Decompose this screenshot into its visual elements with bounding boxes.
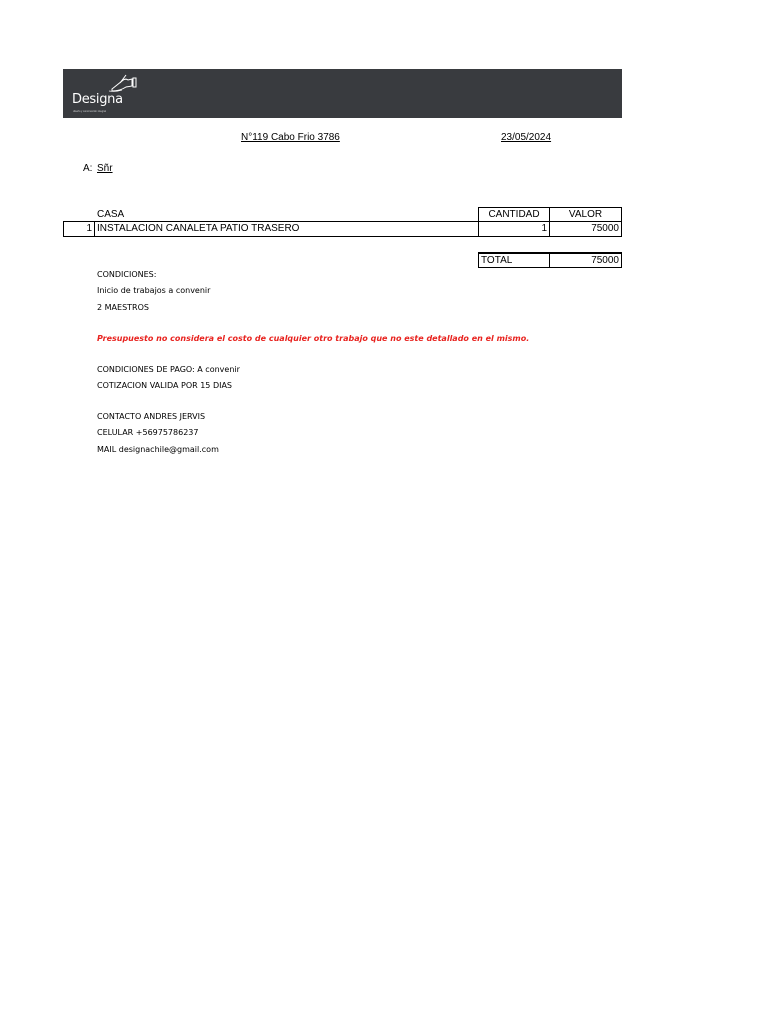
disclaimer: Presupuesto no considera el costo de cualquier otro trabajo que no este detallado en el mismo.	[97, 334, 530, 343]
contact-name: CONTACTO ANDRES JERVIS	[97, 412, 206, 421]
company-logo	[70, 73, 140, 115]
column-header-quantity: CANTIDAD	[478, 207, 550, 222]
header-bar	[63, 69, 622, 118]
total-label: TOTAL	[478, 252, 550, 268]
logo-text: Designa	[72, 92, 123, 107]
recipient-value: Sñr	[97, 163, 113, 174]
row-value: 75000	[549, 221, 622, 237]
hand-writing-icon	[106, 73, 140, 93]
total-value: 75000	[549, 252, 622, 268]
recipient-label: A:	[83, 163, 93, 174]
logo-tagline: diseño y construcción integral	[73, 110, 106, 113]
row-description: INSTALACION CANALETA PATIO TRASERO	[94, 221, 479, 237]
quote-validity: COTIZACION VALIDA POR 15 DIAS	[97, 381, 233, 390]
document-number: N°119 Cabo Frio 3786	[241, 132, 340, 143]
section-header: CASA	[97, 209, 125, 220]
condition-workers: 2 MAESTROS	[97, 303, 149, 312]
row-quantity: 1	[478, 221, 550, 237]
conditions-title: CONDICIONES:	[97, 270, 157, 279]
document-date: 23/05/2024	[501, 132, 552, 143]
column-header-value: VALOR	[549, 207, 622, 222]
payment-conditions: CONDICIONES DE PAGO: A convenir	[97, 365, 240, 374]
contact-email: MAIL designachile@gmail.com	[97, 445, 219, 454]
row-number: 1	[63, 221, 95, 237]
condition-start: Inicio de trabajos a convenir	[97, 286, 211, 295]
contact-phone: CELULAR +56975786237	[97, 428, 199, 437]
